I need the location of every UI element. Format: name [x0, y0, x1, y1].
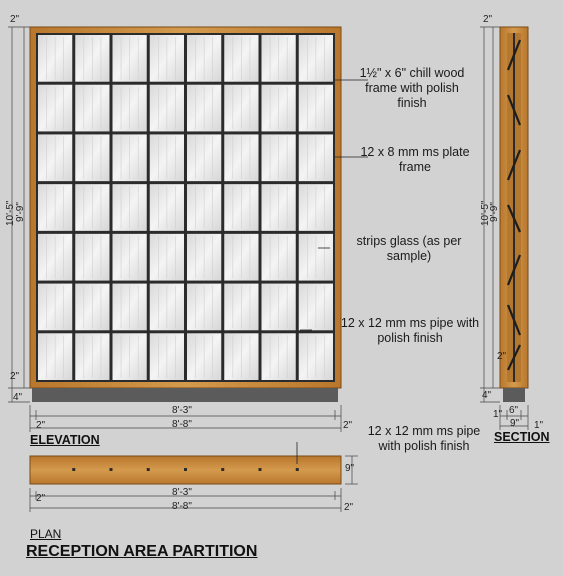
- glass-panel: [262, 184, 296, 231]
- plan-left-dim: 2": [36, 493, 46, 504]
- glass-panel: [113, 284, 147, 331]
- glass-panel: [150, 184, 184, 231]
- plan-view: [30, 456, 341, 484]
- plan-pipe-dot: [221, 468, 224, 471]
- glass-panel: [262, 234, 296, 281]
- glass-panel: [38, 234, 72, 281]
- plan-pipe-dot: [296, 468, 299, 471]
- sec-top-dim: 2": [483, 14, 493, 25]
- glass-panel: [113, 85, 147, 132]
- section-title: SECTION: [494, 430, 550, 444]
- elev-width-outer-dim: 8'-8": [172, 419, 192, 430]
- glass-panel: [187, 284, 221, 331]
- glass-panel: [113, 134, 147, 181]
- glass-panel: [113, 35, 147, 82]
- elevation-base: [32, 388, 338, 402]
- plan-pipe-dot: [72, 468, 75, 471]
- glass-panel: [38, 333, 72, 380]
- plan-title: PLAN: [30, 527, 62, 541]
- glass-panel: [187, 333, 221, 380]
- elev-height-outer-dim: 10'-5": [5, 200, 16, 226]
- elevation-view: [30, 27, 341, 402]
- elev-width-inner-dim: 8'-3": [172, 405, 192, 416]
- wood-frame-label: 1½" x 6" chill wood frame with polish finish: [359, 66, 465, 110]
- glass-panel: [299, 184, 333, 231]
- main-title: RECEPTION AREA PARTITION: [26, 543, 258, 560]
- glass-panel: [187, 85, 221, 132]
- plan-right-dim: 2": [344, 502, 354, 513]
- glass-panel: [299, 134, 333, 181]
- elev-height-inner-dim: 9'-9": [15, 202, 26, 222]
- glass-panel: [224, 333, 258, 380]
- section-base: [503, 388, 525, 402]
- glass-panel: [75, 284, 109, 331]
- glass-panel: [187, 35, 221, 82]
- glass-panel: [262, 333, 296, 380]
- glass-panel: [75, 134, 109, 181]
- glass-panel: [150, 35, 184, 82]
- elev-left-dim: 2": [36, 420, 46, 431]
- sec-height-outer-dim: 10'-5": [480, 200, 491, 226]
- glass-panel: [75, 85, 109, 132]
- glass-panel: [38, 284, 72, 331]
- plan-pipe-dot: [110, 468, 113, 471]
- glass-panel: [38, 134, 72, 181]
- elev-bottom-frame-dim: 2": [10, 371, 20, 382]
- glass-panel: [150, 333, 184, 380]
- glass-panel: [262, 35, 296, 82]
- pipe-elevation-label: 12 x 12 mm ms pipe with polish finish: [340, 316, 480, 345]
- glass-panel: [224, 134, 258, 181]
- strips-glass-label: strips glass (as per sample): [356, 234, 462, 263]
- sec-base-dim: 4": [482, 390, 492, 401]
- glass-panel: [150, 85, 184, 132]
- glass-panel: [113, 234, 147, 281]
- plan-depth-dim: 9": [345, 463, 355, 474]
- glass-panel: [224, 85, 258, 132]
- glass-panel: [299, 35, 333, 82]
- glass-panel: [224, 284, 258, 331]
- plan-width-inner-dim: 8'-3": [172, 487, 192, 498]
- glass-panel: [113, 184, 147, 231]
- glass-panel: [113, 333, 147, 380]
- sec-total-dim: 9": [510, 418, 520, 429]
- sec-right-dim: 1": [534, 420, 544, 431]
- plate-frame-label: 12 x 8 mm ms plate frame: [360, 145, 470, 174]
- glass-panel: [150, 284, 184, 331]
- elev-base-dim: 4": [13, 392, 23, 403]
- plan-pipe-dot: [147, 468, 150, 471]
- glass-panel: [38, 184, 72, 231]
- sec-bottom-frame-dim: 2": [497, 351, 507, 362]
- glass-panel: [187, 234, 221, 281]
- glass-panel: [299, 333, 333, 380]
- glass-panel: [75, 333, 109, 380]
- glass-panel: [187, 184, 221, 231]
- glass-panel: [224, 234, 258, 281]
- glass-panel: [262, 85, 296, 132]
- sec-left-dim: 1": [493, 409, 503, 420]
- glass-panel: [262, 134, 296, 181]
- plan-pipe-dot: [184, 468, 187, 471]
- glass-panel: [75, 234, 109, 281]
- plan-pipe-dot: [259, 468, 262, 471]
- glass-panel: [224, 184, 258, 231]
- elevation-title: ELEVATION: [30, 433, 100, 447]
- sec-height-inner-dim: 9'-9": [489, 202, 500, 222]
- glass-panel: [299, 234, 333, 281]
- glass-panel: [75, 35, 109, 82]
- plan-width-outer-dim: 8'-8": [172, 501, 192, 512]
- section-view: [500, 27, 528, 402]
- glass-panel: [299, 284, 333, 331]
- glass-panel: [75, 184, 109, 231]
- glass-panel: [262, 284, 296, 331]
- sec-mid-dim: 6": [509, 405, 519, 416]
- elev-right-dim: 2": [343, 420, 353, 431]
- pipe-plan-label: 12 x 12 mm ms pipe with polish finish: [367, 424, 481, 453]
- glass-panel: [150, 134, 184, 181]
- glass-panel: [299, 85, 333, 132]
- elev-top-dim: 2": [10, 14, 20, 25]
- glass-panel: [187, 134, 221, 181]
- glass-panel: [224, 35, 258, 82]
- glass-panel: [38, 85, 72, 132]
- glass-panel: [38, 35, 72, 82]
- glass-panel: [150, 234, 184, 281]
